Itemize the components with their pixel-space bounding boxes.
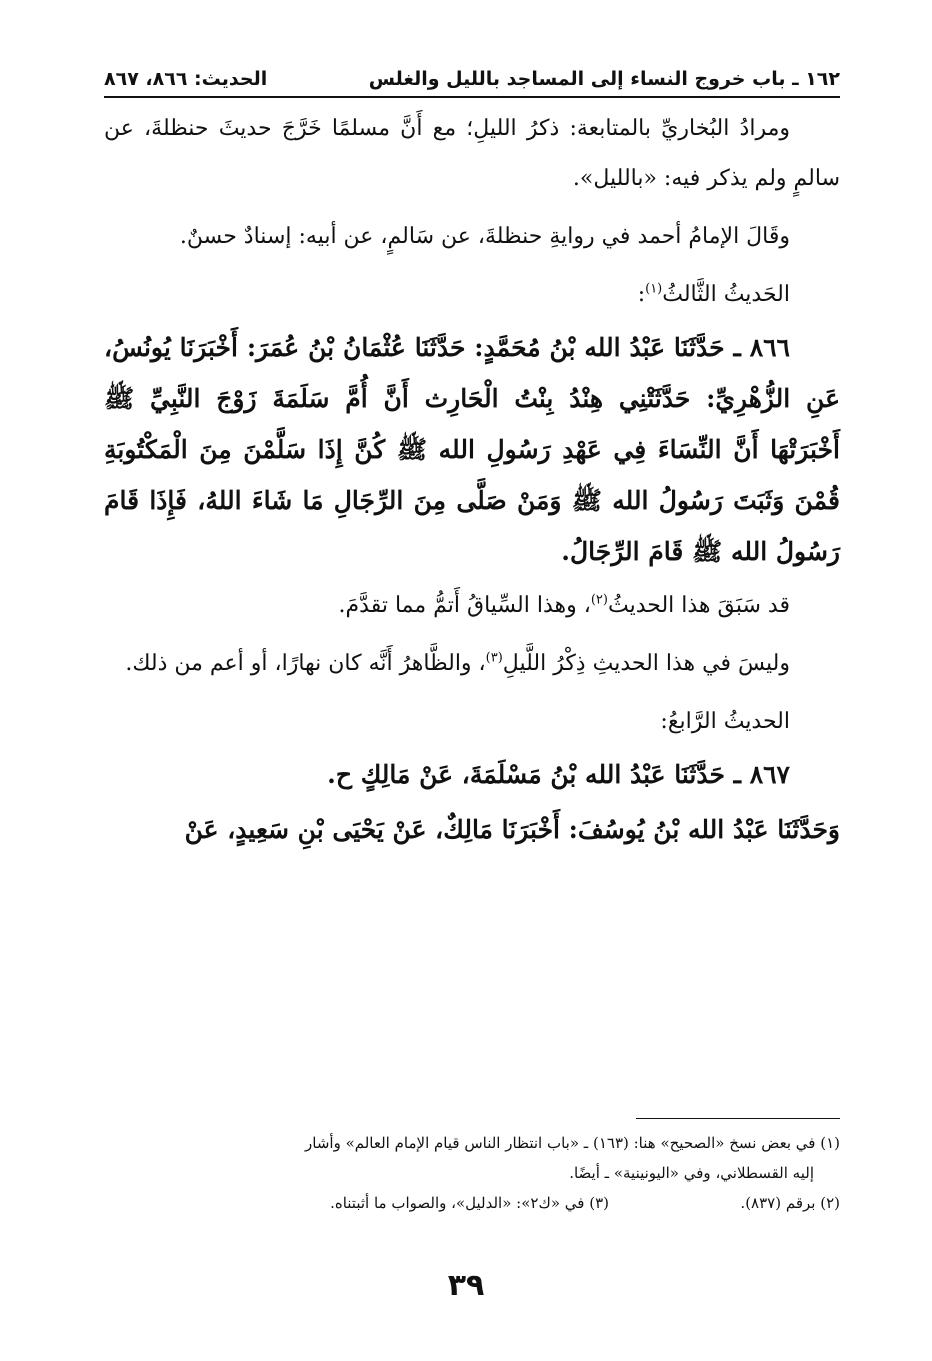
- footnote-3: (٣) في «ك٢»: «الدليل»، والصواب ما أثبتناه.: [330, 1194, 609, 1212]
- main-text: [104, 104, 840, 859]
- running-header: [104, 62, 840, 96]
- header-rule: [104, 96, 840, 98]
- commentary-previous: [104, 581, 840, 631]
- commentary-night-text: وليسَ في هذا الحديثِ ذِكْرُ اللَّيلِ: [502, 651, 790, 676]
- third-hadith-heading-colon: :: [637, 282, 646, 307]
- third-hadith-heading: [104, 270, 840, 320]
- hadith-867-line-1: ٨٦٧ ـ حَدَّثَنَا عَبْدُ الله بْنُ مَسْلَمَةَ، عَنْ مَالِكٍ ح.: [327, 760, 790, 789]
- footnote-row: [104, 1188, 840, 1218]
- commentary-previous-rest: ، وهذا السِّياقُ أَتمُّ مما تقدَّمَ.: [338, 593, 591, 618]
- commentary-night-rest: ، والظَّاهرُ أَنَّه كان نهارًا، أو أعم من ذلك.: [125, 651, 486, 676]
- commentary-previous-text: قد سَبَقَ هذا الحديثُ: [607, 593, 790, 618]
- footnote-marker-3: (٣): [485, 650, 503, 666]
- hadith-866-text: ٨٦٦ ـ حَدَّثَنَا عَبْدُ الله بْنُ مُحَمَّدٍ: حَدَّثَنَا عُثْمَانُ بْنُ عُمَرَ: أَخْبَرَنَا يُونُسُ، عَنِ الزُّهْرِيِّ: حَدَّثَتْنِي هِنْدُ بِنْتُ الْحَارِث أَنَّ أُمَّ سَلَمَةَ زَوْجَ النَّبِيِّ ﷺ أَخْبَرَتْهَا أَنَّ النِّسَاءَ فِي عَهْدِ رَسُولِ الله ﷺ كُنَّ إِذَا سَلَّمْنَ مِنَ الْمَكْتُوبَةِ قُمْنَ وَثَبَتَ رَسُولُ الله ﷺ وَمَنْ صَلَّى مِنَ الرِّجَالِ مَا شَاءَ اللهُ، فَإِذَا قَامَ رَسُولُ الله ﷺ قَامَ الرِّجَالُ.: [104, 333, 840, 566]
- footnote-rule: [636, 1118, 840, 1119]
- footnote-marker-1: (١): [645, 281, 663, 297]
- third-hadith-heading-text: الحَديثُ الثَّالثُ: [662, 282, 790, 307]
- hadith-range: الحديث: ٨٦٦، ٨٦٧: [104, 68, 268, 90]
- footnote-1-line-2: إليه القسطلاني، وفي «اليونينية» ـ أيضًا.: [569, 1164, 814, 1182]
- paragraph-bukhari-note: ومرادُ البُخاريِّ بالمتابعة: ذكرُ الليلِ؛ مع أَنَّ مسلمًا خَرَّجَ حديثَ حنظلةَ، عن سالمٍ ولم يذكر فيه: «بالليل».: [104, 116, 840, 191]
- footnotes: [104, 1128, 840, 1218]
- chapter-title: ١٦٢ ـ باب خروج النساء إلى المساجد بالليل والغلس: [368, 68, 840, 90]
- commentary-night: [104, 639, 840, 689]
- footnote-marker-2: (٢): [590, 592, 608, 608]
- fourth-hadith-heading: الحديثُ الرَّابعُ:: [660, 709, 790, 734]
- paragraph-ahmad-note: وقَالَ الإمامُ أحمد في روايةِ حنظلةَ، عن سَالمٍ، عن أبيه: إسنادٌ حسنٌ.: [179, 224, 790, 249]
- footnote-2: (٢) برقم (٨٣٧).: [740, 1194, 840, 1212]
- page-number: ٣٩: [447, 1268, 485, 1303]
- hadith-867-line-2: وَحَدَّثَنَا عَبْدُ الله بْنُ يُوسُفَ: أَخْبَرَنَا مَالِكٌ، عَنْ يَحْيَى بْنِ سَعِيدٍ، عَنْ: [184, 815, 840, 844]
- footnote-1-line-1: (١) في بعض نسخ «الصحيح» هنا: (١٦٣) ـ «باب انتظار الناس قيام الإمام العالم» وأشار: [305, 1134, 840, 1152]
